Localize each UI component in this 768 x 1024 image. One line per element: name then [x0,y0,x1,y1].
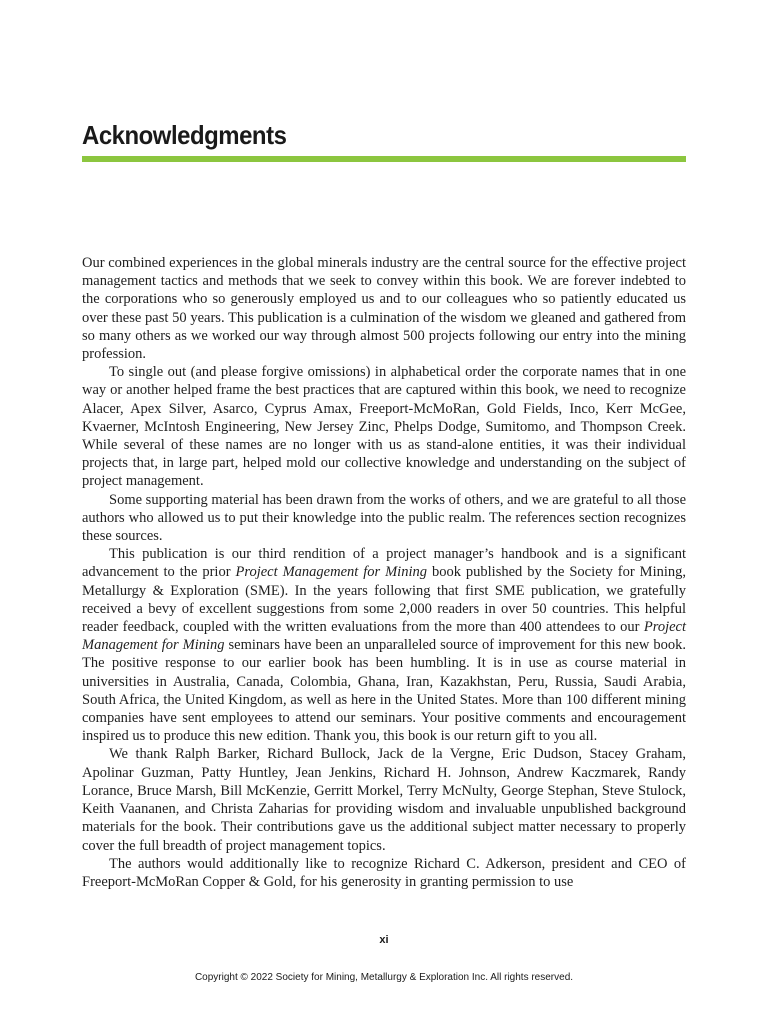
paragraph [82,254,686,363]
paragraph [82,491,686,546]
paragraph-text: seminars have been an unparalleled source of improvement for this new book. The positive response to our earlier book has been humbling. It is in use as course material in universities in Australia, Canada, Colombia, Ghana, Iran, Kazakhstan, Peru, Russia, Saudi Arabia, South Africa, the United Kingdom, as well as here in the United States. More than 100 different mining companies have sent employees to attend our seminars. Your positive comments and encouragement inspired us to produce this new edition. Thank you, this book is our return gift to you all. [82,637,686,745]
paragraph [82,745,686,854]
paragraph-text: The authors would additionally like to recognize Richard C. Adkerson, president and CEO of Freeport-McMoRan Copper & Gold, for his generosity in granting permission to use [82,855,686,890]
page-number: xi [379,934,389,946]
book-title: Project Management for Mining [235,564,427,581]
body-text [82,254,686,891]
paragraph-text: Some supporting material has been drawn from the works of others, and we are grateful to all those authors who allowed us to put their knowledge into the public realm. The references section recognizes these sources. [82,491,686,545]
paragraph-text: We thank Ralph Barker, Richard Bullock, Jack de la Vergne, Eric Dudson, Stacey Graham, Apolinar Guzman, Patty Huntley, Jean Jenkins, Richard H. Johnson, Andrew Kaczmarek, Randy Lorance, Bruce Marsh, Bill McKenzie, Gerritt Morkel, Terry McNulty, George Stephan, Steve Stulock, Keith Vaananen, and Christa Zaharias for providing wisdom and invaluable unpublished background materials for the book. Their contributions gave us the additional subject matter necessary to properly cover the full breadth of project management topics. [82,746,686,854]
paragraph [82,545,686,745]
seminar-title: Project Management for Mining [82,619,686,654]
paragraph-text: To single out (and please forgive omissions) in alphabetical order the corporate names that in one way or another helped frame the best practices that are captured within this book, we need to recognize Alacer, Apex Silver, Asarco, Cyprus Amax, Freeport-McMoRan, Gold Fields, Inco, Kerr McGee, Kvaerner, McIntosh Engineering, New Jersey Zinc, Phelps Dodge, Sumitomo, and Thompson Creek. While several of these names are no longer with us as stand-alone entities, it was their individual projects that, in large part, helped mold our collective knowledge and understanding on the subject of project management. [82,364,686,490]
paragraph [82,363,686,490]
copyright-notice: Copyright © 2022 Society for Mining, Metallurgy & Exploration Inc. All rights reserved. [194,972,574,983]
paragraph-text: Our combined experiences in the global minerals industry are the central source for the effective project management tactics and methods that we seek to convey within this book. We are forever indebted to the corporations who so generously employed us and to our colleagues who so patiently educated us over these past 50 years. This publication is a culmination of the wisdom we gleaned and gathered from so many others as we worked our way through almost 500 projects following our entry into the mining profession. [82,255,686,363]
paragraph [82,855,686,891]
title-underline-rule [82,156,686,162]
paragraph-text: This publication is our third rendition of a project manager’s handbook and is a significant advancement to the prior [82,546,686,581]
page-title: Acknowledgments [82,120,287,150]
paragraph-text: book published by the Society for Mining, Metallurgy & Exploration (SME). In the years following that first SME publication, we gratefully received a bevy of excellent suggestions from some 2,000 readers in over 50 countries. This helpful reader feedback, coupled with the written evaluations from the more than 400 attendees to our [82,564,686,636]
